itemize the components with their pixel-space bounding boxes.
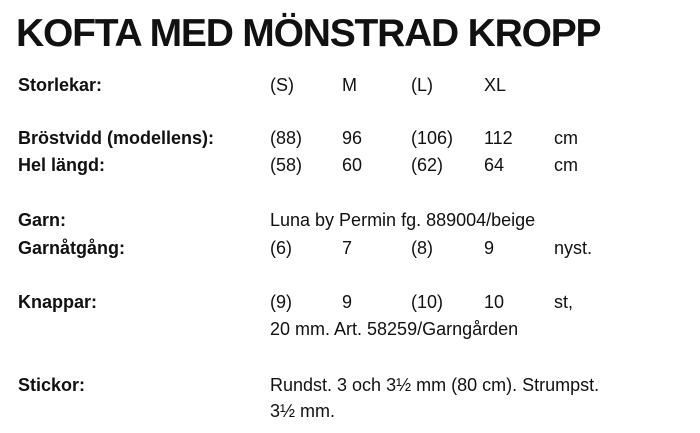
size-s: (S) — [270, 75, 294, 95]
chest-value-m: 96 — [342, 128, 363, 148]
buttons-row — [0, 289, 700, 315]
buttons-detail: 20 mm. Art. 58259/Garngården — [270, 319, 519, 339]
size-xl: XL — [484, 75, 507, 95]
length-row — [0, 152, 700, 178]
buttons-value-m: 9 — [342, 292, 353, 312]
yarn-amount-l: (8) — [411, 238, 433, 258]
buttons-value-s: (9) — [270, 292, 292, 312]
length-value-s: (58) — [270, 155, 303, 175]
yarn-row — [0, 207, 700, 233]
chest-row — [0, 125, 700, 151]
yarn-amount-s: (6) — [270, 238, 292, 258]
length-value-m: 60 — [342, 155, 363, 175]
yarn-amount-row — [0, 235, 700, 261]
page-title: KOFTA MED MÖNSTRAD KROPP — [16, 12, 601, 55]
chest-value-xl: 112 — [484, 128, 513, 148]
length-value-l: (62) — [411, 155, 444, 175]
buttons-value-l: (10) — [411, 292, 444, 312]
chest-label: Bröstvidd (modellens): — [18, 128, 215, 148]
yarn-amount-m: 7 — [342, 238, 353, 258]
length-unit: cm — [554, 155, 578, 175]
size-l: (L) — [411, 75, 433, 95]
buttons-label: Knappar: — [18, 292, 98, 312]
needles-row — [0, 372, 700, 398]
length-value-xl: 64 — [484, 155, 505, 175]
buttons-value-xl: 10 — [484, 292, 505, 312]
yarn-amount-xl: 9 — [484, 238, 495, 258]
needles-row-2 — [0, 398, 700, 424]
needles-line-2: 3½ mm. — [270, 401, 336, 421]
needles-line-1: Rundst. 3 och 3½ mm (80 cm). Strumpst. — [270, 375, 600, 395]
buttons-unit: st, — [554, 292, 574, 312]
yarn-amount-label: Garnåtgång: — [18, 238, 126, 258]
needles-label: Stickor: — [18, 375, 86, 395]
buttons-detail-row — [0, 316, 700, 342]
sizes-label: Storlekar: — [18, 75, 103, 95]
chest-value-l: (106) — [411, 128, 454, 148]
yarn-amount-unit: nyst. — [554, 238, 593, 258]
size-m: M — [342, 75, 357, 95]
yarn-value: Luna by Permin fg. 889004/beige — [270, 210, 536, 230]
chest-unit: cm — [554, 128, 578, 148]
sizes-row — [0, 72, 700, 98]
yarn-label: Garn: — [18, 210, 67, 230]
chest-value-s: (88) — [270, 128, 303, 148]
length-label: Hel längd: — [18, 155, 106, 175]
